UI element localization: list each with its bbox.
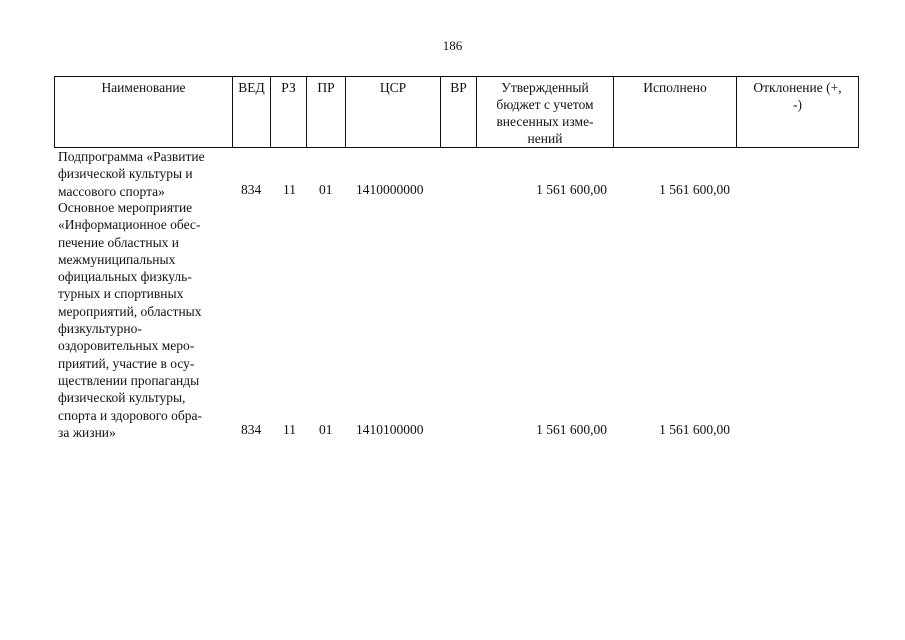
header-executed: Исполнено: [614, 77, 737, 148]
table-header: [54, 76, 859, 148]
row-2-rz: 11: [283, 422, 296, 437]
header-budget: Утвержденный бюджет с учетом внесенных изме-нений: [477, 77, 614, 148]
row-1-executed: 1 561 600,00: [659, 182, 730, 197]
row-2-executed: 1 561 600,00: [659, 422, 730, 437]
header-vr: ВР: [441, 77, 477, 148]
row-2-name: Основное мероприятие «Информационное обес- печение областных и межмуниципальных официальных физкуль- турных и спортивных мероприятий, областных физкультурно- оздоровительных меро- приятий, участие в осу- ществлении пропаганды физической культуры, спорта и здорового обра- за жизни»: [58, 200, 202, 440]
header-ved: ВЕД: [233, 77, 271, 148]
row-2-ved: 834: [241, 422, 262, 437]
header-deviation: Отклонение (+, -): [737, 77, 859, 148]
row-1-name: Подпрограмма «Развитие физической культуры и массового спорта»: [58, 149, 205, 199]
header-name: Наименование: [55, 77, 233, 148]
row-1-rz: 11: [283, 182, 296, 197]
page-number: 186: [442, 38, 463, 53]
row-1-csr: 1410000000: [356, 182, 424, 197]
row-2-budget: 1 561 600,00: [536, 422, 607, 437]
row-1-pr: 01: [319, 182, 333, 197]
header-rz: РЗ: [271, 77, 307, 148]
header-pr: ПР: [307, 77, 346, 148]
row-1-budget: 1 561 600,00: [536, 182, 607, 197]
row-2-pr: 01: [319, 422, 333, 437]
row-1-ved: 834: [241, 182, 262, 197]
header-csr: ЦСР: [346, 77, 441, 148]
row-2-csr: 1410100000: [356, 422, 424, 437]
